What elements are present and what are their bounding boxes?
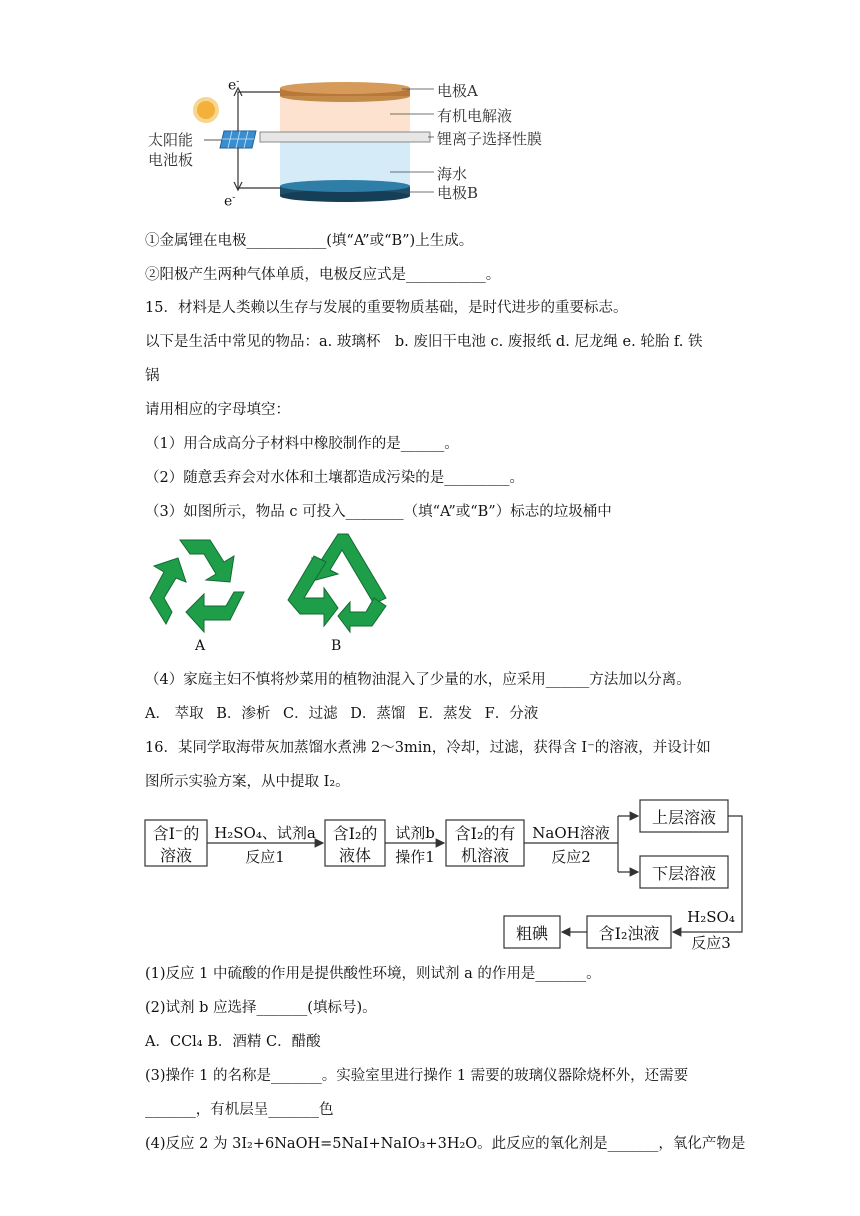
recycle-logo-a-icon [146, 536, 250, 634]
arrow3-top-label: NaOH溶液 [532, 824, 610, 842]
q16-q4: (4)反应 2 为 3I₂+6NaOH=5NaI+NaIO₃+3H₂O。此反应的氧化剂是_______，氧化产物是 [145, 1136, 746, 1152]
q16-q2-options: A．CCl₄ B．酒精 C．醋酸 [145, 1034, 321, 1050]
box-i-minus-text: 含I⁻的 溶液 [152, 824, 200, 865]
arrow2-top-label: 试剂b [395, 824, 435, 842]
lower-layer-text: 下层溶液 [651, 864, 716, 883]
arrow2-bottom-label: 操作1 [395, 848, 435, 866]
q16-q3-line2: _______，有机层呈_______色 [145, 1102, 334, 1118]
q15-option-a: A． 萃取 [145, 706, 204, 722]
electron-top-label: e- [228, 77, 240, 94]
upper-layer-text: 上层溶液 [651, 808, 716, 827]
q15-title: 15．材料是人类赖以生存与发展的重要物质基础，是时代进步的重要标志。 [145, 300, 628, 316]
membrane [260, 132, 430, 142]
recycle-logo-b-icon [286, 532, 390, 634]
solar-panel-icon [220, 131, 256, 148]
q16-q1: (1)反应 1 中硫酸的作用是提供酸性环境，则试剂 a 的作用是_______。 [145, 966, 601, 982]
q15-option-e: E．蒸发 [417, 706, 473, 722]
q16-title-line1: 16．某同学取海带灰加蒸馏水煮沸 2～3min，冷却，过滤，获得含 I⁻的溶液，并设计如 [145, 740, 711, 756]
label-seawater: 海水 [437, 165, 468, 183]
q15-option-c: C．过滤 [282, 706, 338, 722]
box-i2-liquid-text: 含I₂的 液体 [332, 824, 378, 865]
q15-options [145, 704, 546, 724]
sun-icon [195, 99, 217, 121]
q15-sub4: （4）家庭主妇不慎将炒菜用的植物油混入了少量的水，应采用______方法加以分离。 [145, 672, 691, 688]
arrow1-top-label: H₂SO₄、试剂a [214, 824, 316, 842]
q14-item1: ①金属锂在电极___________(填“A”或“B”)上生成。 [145, 233, 474, 249]
box-crude-text: 粗碘 [515, 924, 548, 943]
q15-option-d: D．蒸馏 [350, 706, 406, 722]
label-membrane: 锂离子选择性膜 [437, 130, 543, 148]
solar-panel-label [148, 130, 193, 170]
q16-q3-line1: (3)操作 1 的名称是_______。实验室里进行操作 1 需要的玻璃仪器除烧杯外，还需要 [145, 1068, 689, 1084]
label-electrode-a: 电极A [437, 82, 478, 100]
q15-sub3: （3）如图所示，物品 c 可投入________（填“A”或“B”）标志的垃圾桶中 [145, 504, 612, 520]
q16-title-line2: 图所示实验方案，从中提取 I₂。 [145, 774, 350, 790]
q14-item2: ②阳极产生两种气体单质，电极反应式是___________。 [145, 267, 501, 283]
q15-instruction: 请用相应的字母填空： [145, 402, 290, 418]
solar-label-line1: 太阳能 [148, 131, 194, 149]
solar-label-line2: 电池板 [148, 151, 194, 169]
label-electrode-b: 电极B [437, 184, 479, 202]
q15-option-b: B．渗析 [216, 706, 271, 722]
box-organic-text: 含I₂的有 机溶液 [454, 824, 516, 865]
electron-bottom-label: e- [224, 193, 236, 210]
q15-intro-line1: 以下是生活中常见的物品：a. 玻璃杯 b. 废旧干电池 c. 废报纸 d. 尼龙绳 e. 轮胎 f. 铁 [145, 334, 703, 350]
logo-b-label: B [331, 638, 342, 654]
q15-sub2: （2）随意丢弃会对水体和土壤都造成污染的是_________。 [145, 470, 524, 486]
arrow4-top-label: H₂SO₄ [687, 908, 735, 926]
arrow4-bottom-label: 反应3 [691, 934, 731, 952]
logo-a-label: A [195, 638, 206, 654]
arrow3-bottom-label: 反应2 [551, 848, 591, 866]
q15-option-f: F．分液 [484, 706, 539, 722]
q15-intro-line2: 锅 [145, 368, 160, 384]
q16-q2: (2)试剂 b 应选择_______(填标号)。 [145, 1000, 377, 1016]
arrow1-bottom-label: 反应1 [245, 848, 285, 866]
label-organic-electrolyte: 有机电解液 [437, 107, 513, 125]
q15-sub1: （1）用合成高分子材料中橡胶制作的是______。 [145, 436, 459, 452]
box-turbid-text: 含I₂浊液 [598, 924, 660, 943]
